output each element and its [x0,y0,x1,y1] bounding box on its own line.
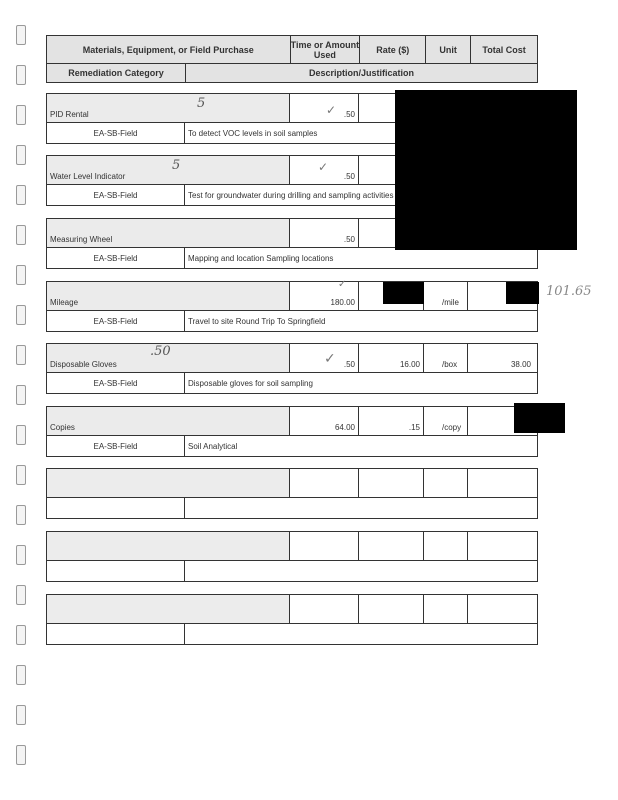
punch-hole [16,465,26,485]
header-description: Description/Justification [308,68,415,78]
table-header [46,35,538,83]
punch-hole [16,585,26,605]
expense-item [46,281,538,332]
item-description: Mapping and location Sampling locations [188,253,334,263]
blank-unit-cell [424,469,468,497]
item-description: Test for groundwater during drilling and sampling activities [188,190,394,200]
header-item: Materials, Equipment, or Field Purchase [47,36,291,63]
blank-name-cell [47,532,290,560]
item-name: Water Level Indicator [47,156,290,184]
item-category: EA-SB-Field [47,185,185,205]
punch-hole [16,225,26,245]
check-mark-icon: ✓ [318,160,329,174]
blank-name-cell [47,469,290,497]
punch-hole [16,25,26,45]
item-unit: /mile [424,282,468,310]
item-rate: 16.00 [359,344,424,372]
item-category: EA-SB-Field [47,248,185,268]
blank-description-cell [185,498,537,518]
item-description: Travel to site Round Trip To Springfield [188,316,326,326]
item-category: EA-SB-Field [47,373,185,393]
punch-hole [16,65,26,85]
blank-description-cell [185,561,537,581]
punch-hole [16,305,26,325]
punch-hole [16,545,26,565]
check-mark-icon: ✓ [338,279,347,290]
blank-category-cell [47,561,185,581]
header-qty: Time or Amount Used [291,36,361,63]
item-name: PID Rental [47,94,290,122]
blank-rate-cell [359,595,424,623]
punch-hole [16,385,26,405]
header-category: Remediation Category [47,64,186,82]
handwritten-note: 5 [172,158,181,173]
item-name: Disposable Gloves [47,344,290,372]
blank-item [46,468,538,519]
blank-category-cell [47,498,185,518]
handwritten-note: 5 [197,96,206,111]
blank-item [46,531,538,582]
margin-handwritten-total: 101.65 [546,284,592,299]
punch-hole [16,345,26,365]
blank-unit-cell [424,532,468,560]
blank-qty-cell [290,469,359,497]
punch-hole [16,705,26,725]
punch-hole [16,145,26,165]
blank-rate-cell [359,532,424,560]
blank-total-cell [468,469,534,497]
header-rate: Rate ($) [360,36,426,63]
redaction-block [514,403,565,433]
redaction-block [506,282,539,304]
expense-item [46,343,538,394]
item-qty: .50 [290,219,359,247]
item-description: Soil Analytical [188,441,238,451]
punch-hole [16,185,26,205]
blank-unit-cell [424,595,468,623]
punch-hole [16,745,26,765]
item-unit: /box [424,344,468,372]
header-unit: Unit [426,36,471,63]
item-qty: 64.00 [290,407,359,435]
blank-total-cell [468,532,534,560]
item-name: Mileage [47,282,290,310]
punch-hole [16,105,26,125]
redaction-block [383,282,424,304]
item-rate: .15 [359,407,424,435]
blank-qty-cell [290,595,359,623]
item-category: EA-SB-Field [47,311,185,331]
item-unit: /copy [424,407,468,435]
blank-rate-cell [359,469,424,497]
check-mark-icon: ✓ [326,103,337,117]
item-qty: 180.00 [290,282,359,310]
blank-qty-cell [290,532,359,560]
item-qty: .50 [290,156,359,184]
punch-hole [16,505,26,525]
punch-hole [16,625,26,645]
blank-total-cell [468,595,534,623]
item-category: EA-SB-Field [47,436,185,456]
check-mark-icon: ✓ [324,350,336,366]
blank-category-cell [47,624,185,644]
item-description: Disposable gloves for soil sampling [188,378,313,388]
header-total: Total Cost [482,44,526,55]
blank-name-cell [47,595,290,623]
handwritten-note: .50 [150,344,171,359]
item-name: Measuring Wheel [47,219,290,247]
item-category: EA-SB-Field [47,123,185,143]
item-description: To detect VOC levels in soil samples [188,128,318,138]
expense-item [46,406,538,457]
punch-hole [16,265,26,285]
punch-hole [16,665,26,685]
item-name: Copies [47,407,290,435]
item-total: 38.00 [510,360,531,369]
blank-description-cell [185,624,537,644]
item-qty: .50 [290,344,359,372]
punch-hole [16,425,26,445]
redaction-block [395,90,577,250]
item-qty: .50 [290,94,359,122]
blank-item [46,594,538,645]
